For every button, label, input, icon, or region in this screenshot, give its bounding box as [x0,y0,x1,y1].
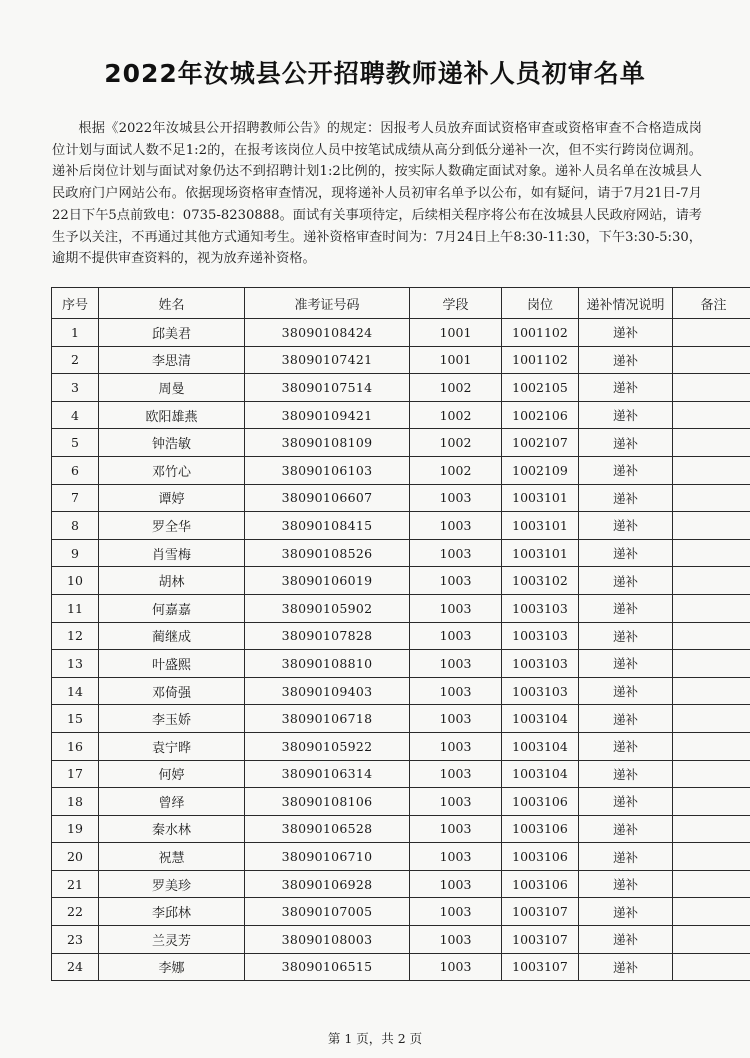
cell-remark [673,650,750,678]
cell-seq: 24 [52,953,99,981]
cell-remark [673,926,750,954]
cell-exam-id: 38090108415 [245,512,410,540]
cell-post: 1003101 [502,539,579,567]
cell-seq: 17 [52,760,99,788]
cell-name: 胡林 [99,567,245,595]
cell-note: 递补 [579,346,673,374]
table-row [52,456,750,484]
cell-segment: 1003 [410,788,502,816]
cell-exam-id: 38090108810 [245,650,410,678]
cell-seq: 13 [52,650,99,678]
cell-seq: 1 [52,319,99,347]
cell-note: 递补 [579,539,673,567]
cell-exam-id: 38090107005 [245,898,410,926]
cell-seq: 14 [52,677,99,705]
cell-remark [673,319,750,347]
cell-name: 邱美君 [99,319,245,347]
cell-name: 叶盛熙 [99,650,245,678]
cell-name: 祝慧 [99,843,245,871]
cell-segment: 1003 [410,622,502,650]
header-exam-id: 准考证号码 [245,288,410,319]
cell-segment: 1003 [410,594,502,622]
cell-segment: 1002 [410,429,502,457]
cell-post: 1001102 [502,319,579,347]
cell-segment: 1003 [410,926,502,954]
table-row [52,870,750,898]
cell-exam-id: 38090106528 [245,815,410,843]
cell-seq: 22 [52,898,99,926]
cell-name: 何婷 [99,760,245,788]
cell-post: 1002107 [502,429,579,457]
table-row [52,346,750,374]
cell-segment: 1003 [410,567,502,595]
cell-post: 1003103 [502,650,579,678]
cell-segment: 1002 [410,456,502,484]
cell-post: 1003104 [502,760,579,788]
cell-name: 罗美珍 [99,870,245,898]
cell-segment: 1002 [410,374,502,402]
cell-name: 谭婷 [99,484,245,512]
cell-note: 递补 [579,594,673,622]
cell-remark [673,374,750,402]
cell-remark [673,760,750,788]
cell-post: 1003103 [502,677,579,705]
cell-seq: 3 [52,374,99,402]
cell-remark [673,677,750,705]
cell-segment: 1003 [410,843,502,871]
table-row [52,622,750,650]
cell-post: 1003103 [502,622,579,650]
cell-exam-id: 38090108526 [245,539,410,567]
cell-seq: 20 [52,843,99,871]
cell-seq: 16 [52,732,99,760]
table-row [52,705,750,733]
cell-post: 1003107 [502,926,579,954]
cell-name: 周曼 [99,374,245,402]
cell-segment: 1003 [410,677,502,705]
cell-segment: 1003 [410,870,502,898]
cell-remark [673,484,750,512]
table-row [52,512,750,540]
cell-note: 递补 [579,788,673,816]
cell-remark [673,512,750,540]
cell-post: 1003107 [502,898,579,926]
table-row [52,319,750,347]
cell-post: 1003106 [502,843,579,871]
cell-name: 李邱林 [99,898,245,926]
cell-post: 1002105 [502,374,579,402]
cell-remark [673,346,750,374]
cell-segment: 1002 [410,401,502,429]
cell-remark [673,953,750,981]
header-remark: 备注 [673,288,750,319]
cell-exam-id: 38090109421 [245,401,410,429]
table-row [52,788,750,816]
cell-post: 1003104 [502,705,579,733]
cell-note: 递补 [579,815,673,843]
page-number: 第 1 页，共 2 页 [327,1031,423,1046]
cell-note: 递补 [579,401,673,429]
cell-post: 1003106 [502,788,579,816]
cell-segment: 1003 [410,953,502,981]
cell-seq: 15 [52,705,99,733]
cell-exam-id: 38090108109 [245,429,410,457]
cell-seq: 4 [52,401,99,429]
cell-note: 递补 [579,429,673,457]
cell-exam-id: 38090108424 [245,319,410,347]
cell-seq: 6 [52,456,99,484]
cell-note: 递补 [579,760,673,788]
cell-segment: 1003 [410,815,502,843]
table-row [52,898,750,926]
cell-name: 兰灵芳 [99,926,245,954]
cell-note: 递补 [579,898,673,926]
table-row [52,815,750,843]
cell-note: 递补 [579,926,673,954]
cell-post: 1003102 [502,567,579,595]
cell-seq: 8 [52,512,99,540]
table-row [52,650,750,678]
cell-segment: 1001 [410,319,502,347]
cell-exam-id: 38090106928 [245,870,410,898]
cell-seq: 12 [52,622,99,650]
cell-exam-id: 38090106314 [245,760,410,788]
table-row [52,567,750,595]
cell-remark [673,429,750,457]
cell-remark [673,539,750,567]
cell-name: 肖雪梅 [99,539,245,567]
cell-note: 递补 [579,953,673,981]
cell-exam-id: 38090108106 [245,788,410,816]
cell-post: 1001102 [502,346,579,374]
cell-exam-id: 38090105902 [245,594,410,622]
cell-remark [673,732,750,760]
cell-post: 1003101 [502,484,579,512]
cell-note: 递补 [579,870,673,898]
cell-exam-id: 38090106710 [245,843,410,871]
cell-remark [673,870,750,898]
table-row [52,732,750,760]
cell-name: 曾绎 [99,788,245,816]
cell-note: 递补 [579,567,673,595]
table-row [52,484,750,512]
table-row [52,374,750,402]
table-row [52,429,750,457]
cell-note: 递补 [579,622,673,650]
cell-name: 钟浩敏 [99,429,245,457]
table-row [52,539,750,567]
cell-name: 李玉娇 [99,705,245,733]
table-row [52,953,750,981]
cell-remark [673,567,750,595]
cell-note: 递补 [579,484,673,512]
cell-note: 递补 [579,843,673,871]
cell-segment: 1003 [410,760,502,788]
cell-seq: 10 [52,567,99,595]
header-note: 递补情况说明 [579,288,673,319]
table-row [52,760,750,788]
cell-remark [673,622,750,650]
cell-post: 1002106 [502,401,579,429]
cell-segment: 1003 [410,732,502,760]
cell-note: 递补 [579,512,673,540]
cell-seq: 11 [52,594,99,622]
cell-exam-id: 38090107421 [245,346,410,374]
cell-remark [673,594,750,622]
cell-note: 递补 [579,650,673,678]
cell-segment: 1003 [410,705,502,733]
cell-exam-id: 38090109403 [245,677,410,705]
table-row [52,843,750,871]
cell-name: 李娜 [99,953,245,981]
table-row [52,594,750,622]
cell-segment: 1001 [410,346,502,374]
cell-remark [673,843,750,871]
cell-seq: 23 [52,926,99,954]
cell-segment: 1003 [410,539,502,567]
table-body [52,319,750,981]
header-name: 姓名 [99,288,245,319]
cell-remark [673,788,750,816]
cell-exam-id: 38090108003 [245,926,410,954]
cell-note: 递补 [579,319,673,347]
cell-post: 1003107 [502,953,579,981]
cell-exam-id: 38090106718 [245,705,410,733]
cell-remark [673,898,750,926]
cell-post: 1003103 [502,594,579,622]
cell-seq: 7 [52,484,99,512]
cell-seq: 21 [52,870,99,898]
cell-seq: 5 [52,429,99,457]
cell-seq: 18 [52,788,99,816]
cell-post: 1003106 [502,815,579,843]
cell-remark [673,456,750,484]
cell-post: 1002109 [502,456,579,484]
cell-segment: 1003 [410,512,502,540]
cell-seq: 19 [52,815,99,843]
header-seq: 序号 [52,288,99,319]
cell-exam-id: 38090106515 [245,953,410,981]
cell-exam-id: 38090107828 [245,622,410,650]
cell-exam-id: 38090106103 [245,456,410,484]
cell-name: 李思清 [99,346,245,374]
cell-name: 蔺继成 [99,622,245,650]
intro-paragraph: 根据《2022年汝城县公开招聘教师公告》的规定：因报考人员放弃面试资格审查或资格审查不合格造成岗位计划与面试人数不足1:2的，在报考该岗位人员中按笔试成绩从高分到低分递补一次，但不实行跨岗位调剂。递补后岗位计划与面试对象仍达不到招聘计划1:2比例的，按实际人数确定面试对象。递补人员名单在汝城县人民政府门户网站公布。依据现场资格审查情况，现将递补人员初审名单予以公布，如有疑问，请于7月21日-7月22日下午5点前致电：0735-8230888。面试有关事项待定，后续相关程序将公布在汝城县人民政府网站，请考生予以关注，不再通过其他方式通知考生。递补资格审查时间为：7月24日上午8:30-11:30，下午3:30-5:30，逾期不提供审查资料的，视为放弃递补资格。 [52,121,702,267]
table-row [52,926,750,954]
cell-name: 邓倚强 [99,677,245,705]
cell-note: 递补 [579,705,673,733]
cell-name: 秦水林 [99,815,245,843]
cell-segment: 1003 [410,898,502,926]
cell-name: 邓竹心 [99,456,245,484]
cell-name: 何嘉嘉 [99,594,245,622]
cell-remark [673,705,750,733]
cell-post: 1003104 [502,732,579,760]
cell-exam-id: 38090106607 [245,484,410,512]
cell-post: 1003101 [502,512,579,540]
cell-seq: 9 [52,539,99,567]
cell-note: 递补 [579,456,673,484]
document-title: 2022年汝城县公开招聘教师递补人员初审名单 [104,59,646,88]
cell-remark [673,815,750,843]
header-segment: 学段 [410,288,502,319]
cell-exam-id: 38090106019 [245,567,410,595]
cell-seq: 2 [52,346,99,374]
cell-note: 递补 [579,677,673,705]
cell-exam-id: 38090105922 [245,732,410,760]
cell-exam-id: 38090107514 [245,374,410,402]
cell-post: 1003106 [502,870,579,898]
cell-segment: 1003 [410,484,502,512]
header-post: 岗位 [502,288,579,319]
table-row [52,677,750,705]
cell-note: 递补 [579,732,673,760]
candidate-table [51,287,750,981]
cell-segment: 1003 [410,650,502,678]
cell-name: 欧阳雄燕 [99,401,245,429]
table-header-row [52,288,750,319]
table-row [52,401,750,429]
cell-name: 袁宁晔 [99,732,245,760]
cell-remark [673,401,750,429]
cell-name: 罗全华 [99,512,245,540]
cell-note: 递补 [579,374,673,402]
